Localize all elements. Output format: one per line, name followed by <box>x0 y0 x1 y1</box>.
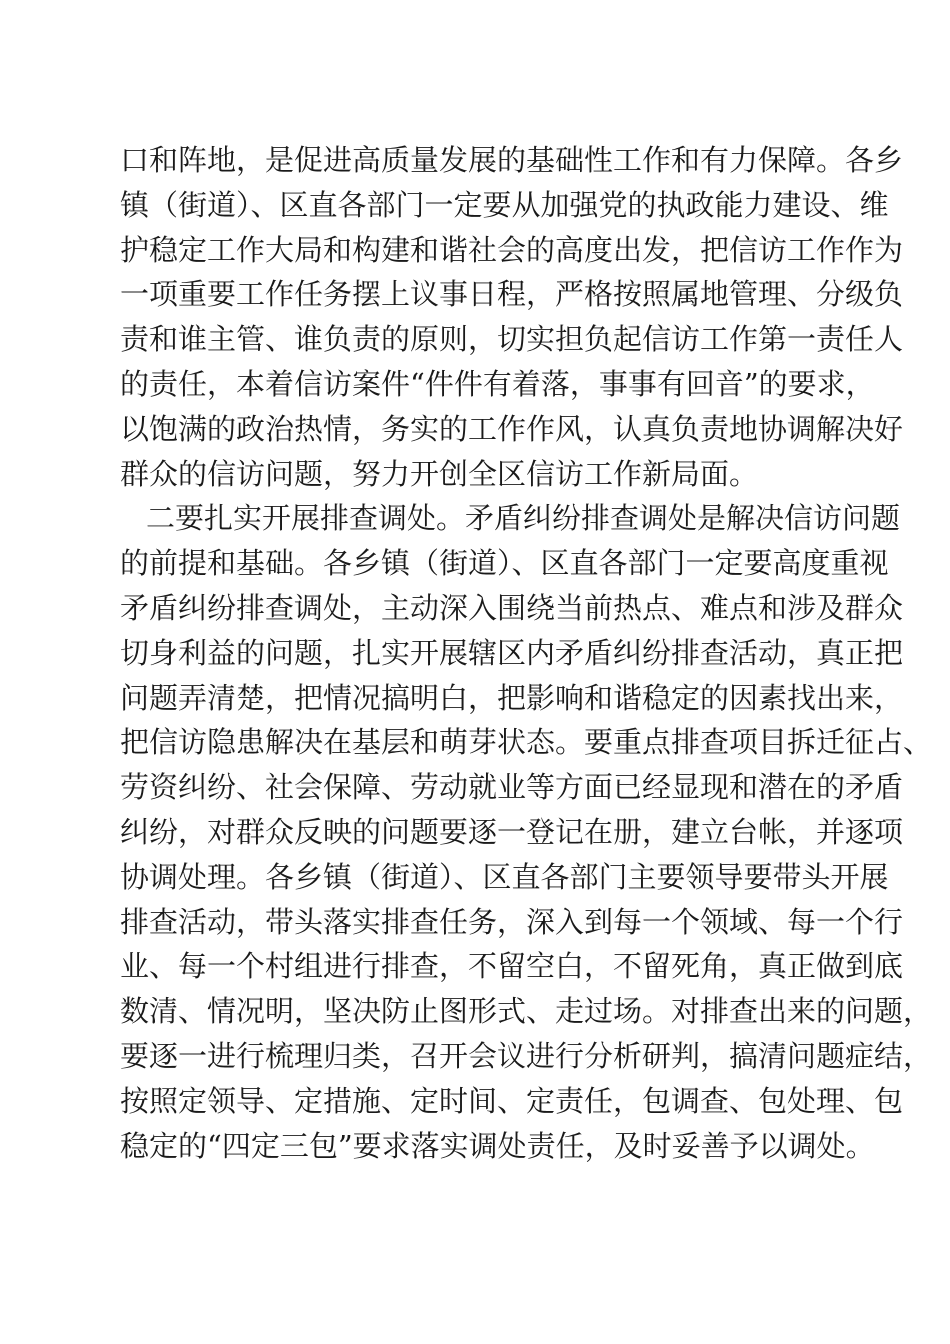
text-line: 二要扎实开展排查调处。矛盾纠纷排查调处是解决信访问题 <box>146 501 901 536</box>
text-line: 护稳定工作大局和构建和谐社会的高度出发，把信访工作作为 <box>120 232 904 267</box>
text-line: 数清、情况明，坚决防止图形式、走过场。对排查出来的问题， <box>120 994 933 1029</box>
text-line: 协调处理。各乡镇（街道）、区直各部门主要领导要带头开展 <box>120 859 889 894</box>
text-line: 以饱满的政治热情，务实的工作作风，认真负责地协调解决好 <box>120 411 904 446</box>
document-page <box>120 138 933 1168</box>
text-line: 的责任，本着信访案件“件件有着落，事事有回音”的要求， <box>120 366 875 401</box>
paragraph-1 <box>120 138 904 496</box>
text-line: 把信访隐患解决在基层和萌芽状态。要重点排查项目拆迁征占、 <box>120 725 933 760</box>
text-line: 口和阵地，是促进高质量发展的基础性工作和有力保障。各乡 <box>120 143 904 177</box>
text-line: 的前提和基础。各乡镇（街道）、区直各部门一定要高度重视 <box>120 546 889 581</box>
text-line: 群众的信访问题，努力开创全区信访工作新局面。 <box>120 456 759 491</box>
paragraph-2 <box>120 496 933 1168</box>
text-line: 矛盾纠纷排查调处，主动深入围绕当前热点、难点和涉及群众 <box>120 590 904 625</box>
text-line: 劳资纠纷、社会保障、劳动就业等方面已经显现和潜在的矛盾 <box>120 770 904 805</box>
text-line: 要逐一进行梳理归类，召开会议进行分析研判，搞清问题症结， <box>120 1038 933 1073</box>
text-line: 纠纷，对群众反映的问题要逐一登记在册，建立台帐，并逐项 <box>120 814 904 849</box>
text-line: 一项重要工作任务摆上议事日程，严格按照属地管理、分级负 <box>120 277 904 312</box>
text-line: 责和谁主管、谁负责的原则，切实担负起信访工作第一责任人 <box>120 322 904 357</box>
text-line: 排查活动，带头落实排查任务，深入到每一个领域、每一个行 <box>120 904 904 939</box>
text-line: 切身利益的问题，扎实开展辖区内矛盾纠纷排查活动，真正把 <box>120 635 904 670</box>
text-line: 稳定的“四定三包”要求落实调处责任，及时妥善予以调处。 <box>120 1128 875 1163</box>
text-line: 镇（街道）、区直各部门一定要从加强党的执政能力建设、维 <box>120 187 889 222</box>
text-line: 业、每一个村组进行排查，不留空白，不留死角，真正做到底 <box>120 949 904 984</box>
text-line: 按照定领导、定措施、定时间、定责任，包调查、包处理、包 <box>120 1083 904 1118</box>
text-line: 问题弄清楚，把情况搞明白，把影响和谐稳定的因素找出来， <box>120 680 904 715</box>
